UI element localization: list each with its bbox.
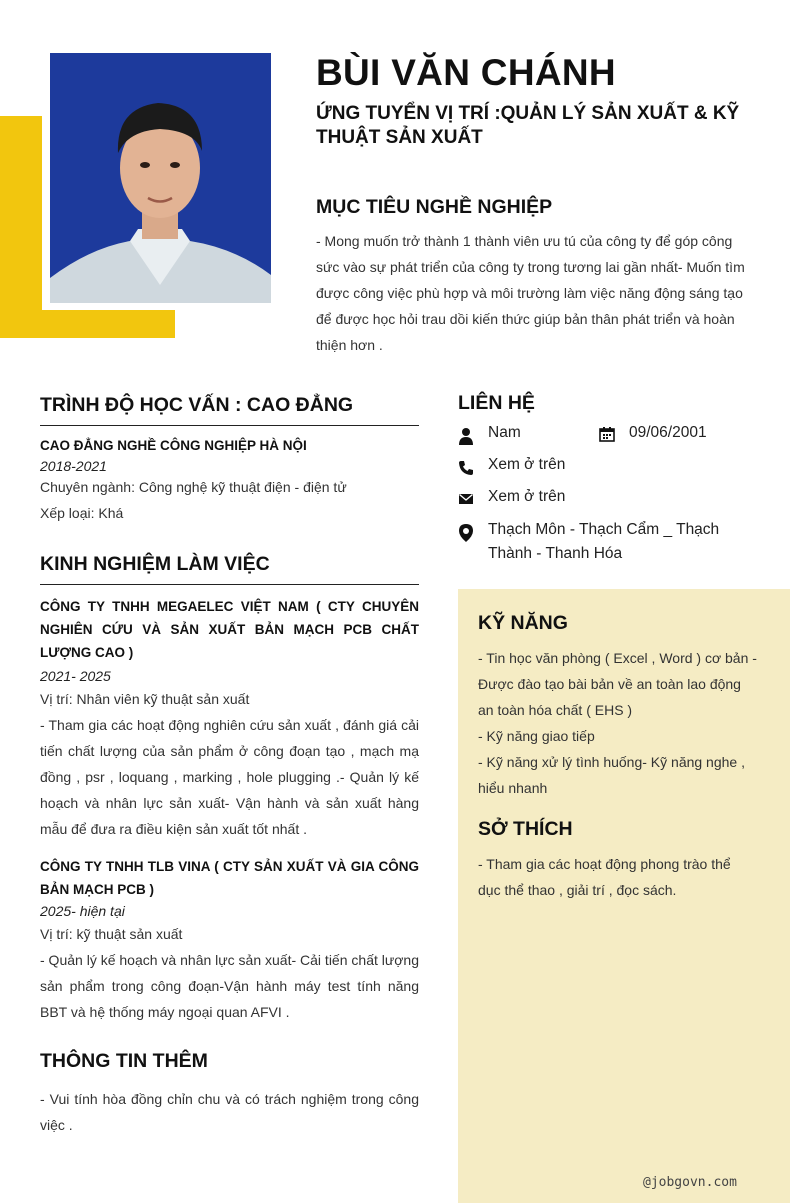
job-years: 2021- 2025 <box>40 668 111 684</box>
experience-title: KINH NGHIỆM LÀM VIỆC <box>40 553 419 585</box>
job-company: CÔNG TY TNHH TLB VINA ( CTY SẢN XUẤT VÀ GIA CÔNG BẢN MẠCH PCB ) <box>40 859 419 897</box>
watermark: @jobgovn.com <box>643 1175 737 1190</box>
accent-bar-vertical <box>0 116 42 338</box>
address-value: Thạch Môn - Thạch Cẩm _ Thạch Thành - Thanh Hóa <box>488 521 720 562</box>
contact-email <box>458 488 758 510</box>
calendar-icon <box>599 426 615 442</box>
experience-section <box>40 553 419 1025</box>
skills-title: KỸ NĂNG <box>478 612 568 634</box>
job-company: CÔNG TY TNHH MEGAELEC VIỆT NAM ( CTY CHUYÊN NGHIÊN CỨU VÀ SẢN XUẤT BẢN MẠCH PCB CHẤT LƯỢNG CAO ) <box>40 599 419 660</box>
education-title: TRÌNH ĐỘ HỌC VẤN : CAO ĐẲNG <box>40 394 419 426</box>
profile-photo <box>50 53 271 303</box>
objective-text: - Mong muốn trở thành 1 thành viên ưu tú của công ty để góp công sức vào sự phát triển của công ty trong tương lai gần nhất- Muốn tìm được công việc phù hợp và môi trường làm việc năng động sáng tạo để được học hỏi trau dồi kiến thức giúp bản thân phát triển và hoàn thiện hơn . <box>316 233 745 353</box>
contact-phone <box>458 456 758 478</box>
contact-gender <box>458 424 618 446</box>
contact-dob <box>599 424 759 446</box>
hobbies-title: SỞ THÍCH <box>478 818 573 840</box>
applied-position: ỨNG TUYỂN VỊ TRÍ :QUẢN LÝ SẢN XUẤT & KỸ THUẬT SẢN XUẤT <box>316 103 740 148</box>
gender-value: Nam <box>488 424 521 441</box>
education-section <box>40 394 419 526</box>
job-years: 2025- hiện tại <box>40 903 125 919</box>
location-pin-icon <box>458 523 474 539</box>
person-icon <box>458 427 474 443</box>
contact-title: LIÊN HỆ <box>458 392 535 414</box>
contact-address <box>458 520 758 568</box>
education-grade: Xếp loại: Khá <box>40 505 124 521</box>
skills-text: - Tin học văn phòng ( Excel , Word ) cơ bản - Được đào tạo bài bản về an toàn lao động an toàn hóa chất ( EHS ) - Kỹ năng giao tiếp - Kỹ năng xử lý tình huống- Kỹ năng nghe , hiểu nhanh <box>478 650 757 796</box>
extra-info-title: THÔNG TIN THÊM <box>40 1050 208 1072</box>
job-role: Vị trí: Nhân viên kỹ thuật sản xuất <box>40 691 250 707</box>
phone-value: Xem ở trên <box>488 456 566 473</box>
candidate-name: BÙI VĂN CHÁNH <box>316 52 616 93</box>
accent-bar-horizontal <box>0 310 175 338</box>
job-description: - Quản lý kế hoạch và nhân lực sản xuất- Cải tiến chất lượng sản phẩm trong công đoạn-Vận hành máy test tính năng BBT và hệ thống máy ngoại quan AFVI . <box>40 952 419 1020</box>
mail-icon <box>458 492 474 508</box>
job-role: Vị trí: kỹ thuật sản xuất <box>40 926 183 942</box>
job-description: - Tham gia các hoạt động nghiên cứu sản xuất , đánh giá cải tiến chất lượng của sản phẩm ở công đoạn tạo , mạch mạ đồng , psr , loquang , marking , hole plugging .- Quản lý kế hoạch và nhân lực sản xuất- Vận hành và sản xuất hàng mẫu để đưa ra điều kiện sản xuất tốt nhất . <box>40 717 419 837</box>
email-value: Xem ở trên <box>488 488 566 505</box>
dob-value: 09/06/2001 <box>629 424 707 441</box>
objective-title: MỤC TIÊU NGHỀ NGHIỆP <box>316 196 553 218</box>
education-major: Chuyên ngành: Công nghệ kỹ thuật điện - điện tử <box>40 479 347 495</box>
phone-icon <box>458 460 474 476</box>
education-years: 2018-2021 <box>40 458 107 474</box>
extra-info-text: - Vui tính hòa đồng chỉn chu và có trách nghiệm trong công việc . <box>40 1091 419 1133</box>
hobbies-text: - Tham gia các hoạt động phong trào thể dục thể thao , giải trí , đọc sách. <box>478 856 731 898</box>
school-name: CAO ĐẲNG NGHỀ CÔNG NGHIỆP HÀ NỘI <box>40 438 307 453</box>
